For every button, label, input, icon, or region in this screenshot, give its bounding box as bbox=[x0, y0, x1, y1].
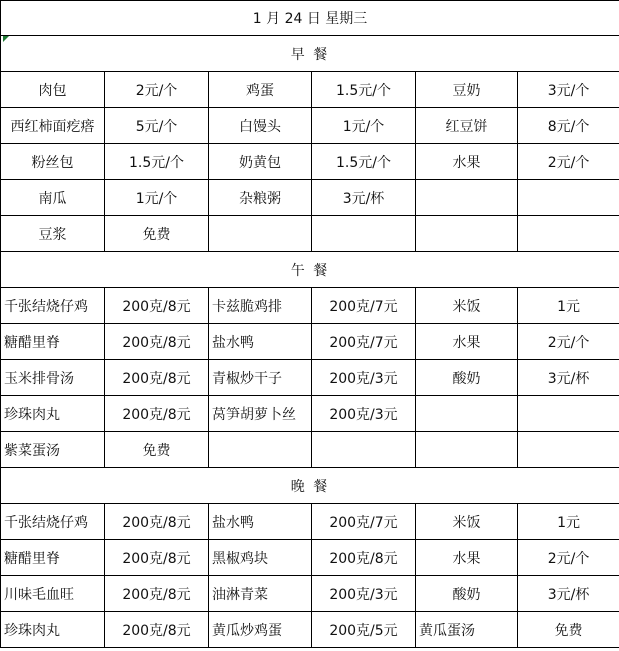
item-price-cell[interactable]: 200克/7元 bbox=[312, 288, 416, 324]
item-price-cell[interactable]: 200克/8元 bbox=[105, 360, 209, 396]
item-name-cell[interactable]: 莴笋胡萝卜丝 bbox=[209, 396, 312, 432]
section-title[interactable]: 晚 餐 bbox=[1, 468, 619, 504]
item-price-cell[interactable]: 1元 bbox=[518, 504, 619, 540]
item-price-cell[interactable]: 200克/3元 bbox=[312, 360, 416, 396]
item-name-cell[interactable]: 酸奶 bbox=[416, 360, 518, 396]
item-name-cell[interactable]: 糖醋里脊 bbox=[1, 540, 105, 576]
table-row bbox=[1, 108, 619, 144]
item-price-cell[interactable]: 200克/7元 bbox=[312, 504, 416, 540]
item-price-cell[interactable]: 200克/8元 bbox=[105, 288, 209, 324]
item-price-cell[interactable]: 200克/8元 bbox=[105, 324, 209, 360]
item-name-cell[interactable]: 鸡蛋 bbox=[209, 72, 312, 108]
item-price-cell[interactable]: 3元/杯 bbox=[518, 360, 619, 396]
table-row bbox=[1, 216, 619, 252]
item-name-cell[interactable]: 盐水鸭 bbox=[209, 324, 312, 360]
item-name-cell[interactable] bbox=[209, 216, 312, 252]
item-price-cell[interactable]: 免费 bbox=[105, 432, 209, 468]
item-name-cell[interactable]: 玉米排骨汤 bbox=[1, 360, 105, 396]
item-price-cell[interactable]: 200克/8元 bbox=[312, 540, 416, 576]
item-price-cell[interactable]: 200克/8元 bbox=[105, 540, 209, 576]
section-header-breakfast bbox=[1, 36, 619, 72]
item-name-cell[interactable]: 奶黄包 bbox=[209, 144, 312, 180]
item-name-cell[interactable]: 黄瓜蛋汤 bbox=[416, 612, 518, 648]
section-title[interactable]: 早 餐 bbox=[1, 36, 619, 72]
item-price-cell[interactable]: 2元/个 bbox=[105, 72, 209, 108]
item-price-cell[interactable]: 200克/8元 bbox=[105, 612, 209, 648]
item-name-cell[interactable]: 珍珠肉丸 bbox=[1, 396, 105, 432]
item-name-cell[interactable]: 卡兹脆鸡排 bbox=[209, 288, 312, 324]
table-row bbox=[1, 432, 619, 468]
item-price-cell[interactable]: 免费 bbox=[105, 216, 209, 252]
item-name-cell[interactable]: 豆奶 bbox=[416, 72, 518, 108]
item-name-cell[interactable]: 豆浆 bbox=[1, 216, 105, 252]
item-name-cell[interactable]: 青椒炒干子 bbox=[209, 360, 312, 396]
item-name-cell[interactable]: 红豆饼 bbox=[416, 108, 518, 144]
cell-corner-indicator-icon bbox=[3, 36, 9, 42]
item-name-cell[interactable]: 米饭 bbox=[416, 288, 518, 324]
item-price-cell[interactable] bbox=[518, 396, 619, 432]
section-title[interactable]: 午 餐 bbox=[1, 252, 619, 288]
item-price-cell[interactable] bbox=[312, 216, 416, 252]
item-name-cell[interactable] bbox=[416, 180, 518, 216]
table-row bbox=[1, 396, 619, 432]
item-price-cell[interactable]: 8元/个 bbox=[518, 108, 619, 144]
item-name-cell[interactable] bbox=[416, 432, 518, 468]
item-name-cell[interactable]: 黑椒鸡块 bbox=[209, 540, 312, 576]
item-name-cell[interactable]: 糖醋里脊 bbox=[1, 324, 105, 360]
item-name-cell[interactable]: 千张结烧仔鸡 bbox=[1, 504, 105, 540]
item-name-cell[interactable]: 油淋青菜 bbox=[209, 576, 312, 612]
item-price-cell[interactable] bbox=[518, 216, 619, 252]
item-name-cell[interactable]: 川味毛血旺 bbox=[1, 576, 105, 612]
item-price-cell[interactable] bbox=[518, 432, 619, 468]
item-name-cell[interactable]: 水果 bbox=[416, 324, 518, 360]
item-price-cell[interactable]: 200克/8元 bbox=[105, 576, 209, 612]
item-name-cell[interactable]: 肉包 bbox=[1, 72, 105, 108]
title-row bbox=[1, 1, 619, 36]
item-name-cell[interactable] bbox=[416, 216, 518, 252]
item-price-cell[interactable]: 1元 bbox=[518, 288, 619, 324]
table-row bbox=[1, 72, 619, 108]
item-name-cell[interactable]: 黄瓜炒鸡蛋 bbox=[209, 612, 312, 648]
table-row bbox=[1, 288, 619, 324]
item-price-cell[interactable]: 2元/个 bbox=[518, 324, 619, 360]
item-price-cell[interactable]: 1.5元/个 bbox=[105, 144, 209, 180]
table-row bbox=[1, 360, 619, 396]
table-row bbox=[1, 180, 619, 216]
item-name-cell[interactable]: 千张结烧仔鸡 bbox=[1, 288, 105, 324]
item-name-cell[interactable]: 盐水鸭 bbox=[209, 504, 312, 540]
item-name-cell[interactable]: 珍珠肉丸 bbox=[1, 612, 105, 648]
item-name-cell[interactable] bbox=[416, 396, 518, 432]
item-price-cell[interactable]: 200克/3元 bbox=[312, 396, 416, 432]
item-price-cell[interactable]: 免费 bbox=[518, 612, 619, 648]
table-row bbox=[1, 324, 619, 360]
item-name-cell[interactable]: 白馒头 bbox=[209, 108, 312, 144]
item-price-cell[interactable]: 1.5元/个 bbox=[312, 144, 416, 180]
item-name-cell[interactable]: 杂粮粥 bbox=[209, 180, 312, 216]
item-price-cell[interactable]: 3元/个 bbox=[518, 72, 619, 108]
item-name-cell[interactable]: 紫菜蛋汤 bbox=[1, 432, 105, 468]
item-price-cell[interactable]: 200克/5元 bbox=[312, 612, 416, 648]
item-price-cell[interactable]: 1元/个 bbox=[105, 180, 209, 216]
item-price-cell[interactable]: 1元/个 bbox=[312, 108, 416, 144]
item-price-cell[interactable]: 200克/8元 bbox=[105, 504, 209, 540]
table-row bbox=[1, 576, 619, 612]
item-name-cell[interactable]: 西红柿面疙瘩 bbox=[1, 108, 105, 144]
item-name-cell[interactable]: 南瓜 bbox=[1, 180, 105, 216]
table-row bbox=[1, 144, 619, 180]
item-price-cell[interactable]: 1.5元/个 bbox=[312, 72, 416, 108]
item-price-cell[interactable]: 3元/杯 bbox=[518, 576, 619, 612]
item-price-cell[interactable] bbox=[518, 180, 619, 216]
item-price-cell[interactable]: 200克/8元 bbox=[105, 396, 209, 432]
table-row bbox=[1, 540, 619, 576]
item-price-cell[interactable]: 2元/个 bbox=[518, 540, 619, 576]
item-name-cell[interactable]: 水果 bbox=[416, 540, 518, 576]
table-row bbox=[1, 612, 619, 648]
item-price-cell[interactable]: 3元/杯 bbox=[312, 180, 416, 216]
table-row bbox=[1, 504, 619, 540]
item-name-cell[interactable]: 水果 bbox=[416, 144, 518, 180]
item-name-cell[interactable]: 米饭 bbox=[416, 504, 518, 540]
item-name-cell[interactable] bbox=[209, 432, 312, 468]
item-price-cell[interactable]: 200克/7元 bbox=[312, 324, 416, 360]
item-price-cell[interactable]: 5元/个 bbox=[105, 108, 209, 144]
menu-table-body bbox=[1, 1, 619, 648]
section-header-dinner bbox=[1, 468, 619, 504]
item-name-cell[interactable]: 粉丝包 bbox=[1, 144, 105, 180]
date-title[interactable]: 1 月 24 日 星期三 bbox=[1, 1, 619, 36]
item-price-cell[interactable] bbox=[312, 432, 416, 468]
item-price-cell[interactable]: 200克/3元 bbox=[312, 576, 416, 612]
item-name-cell[interactable]: 酸奶 bbox=[416, 576, 518, 612]
section-header-lunch bbox=[1, 252, 619, 288]
item-price-cell[interactable]: 2元/个 bbox=[518, 144, 619, 180]
